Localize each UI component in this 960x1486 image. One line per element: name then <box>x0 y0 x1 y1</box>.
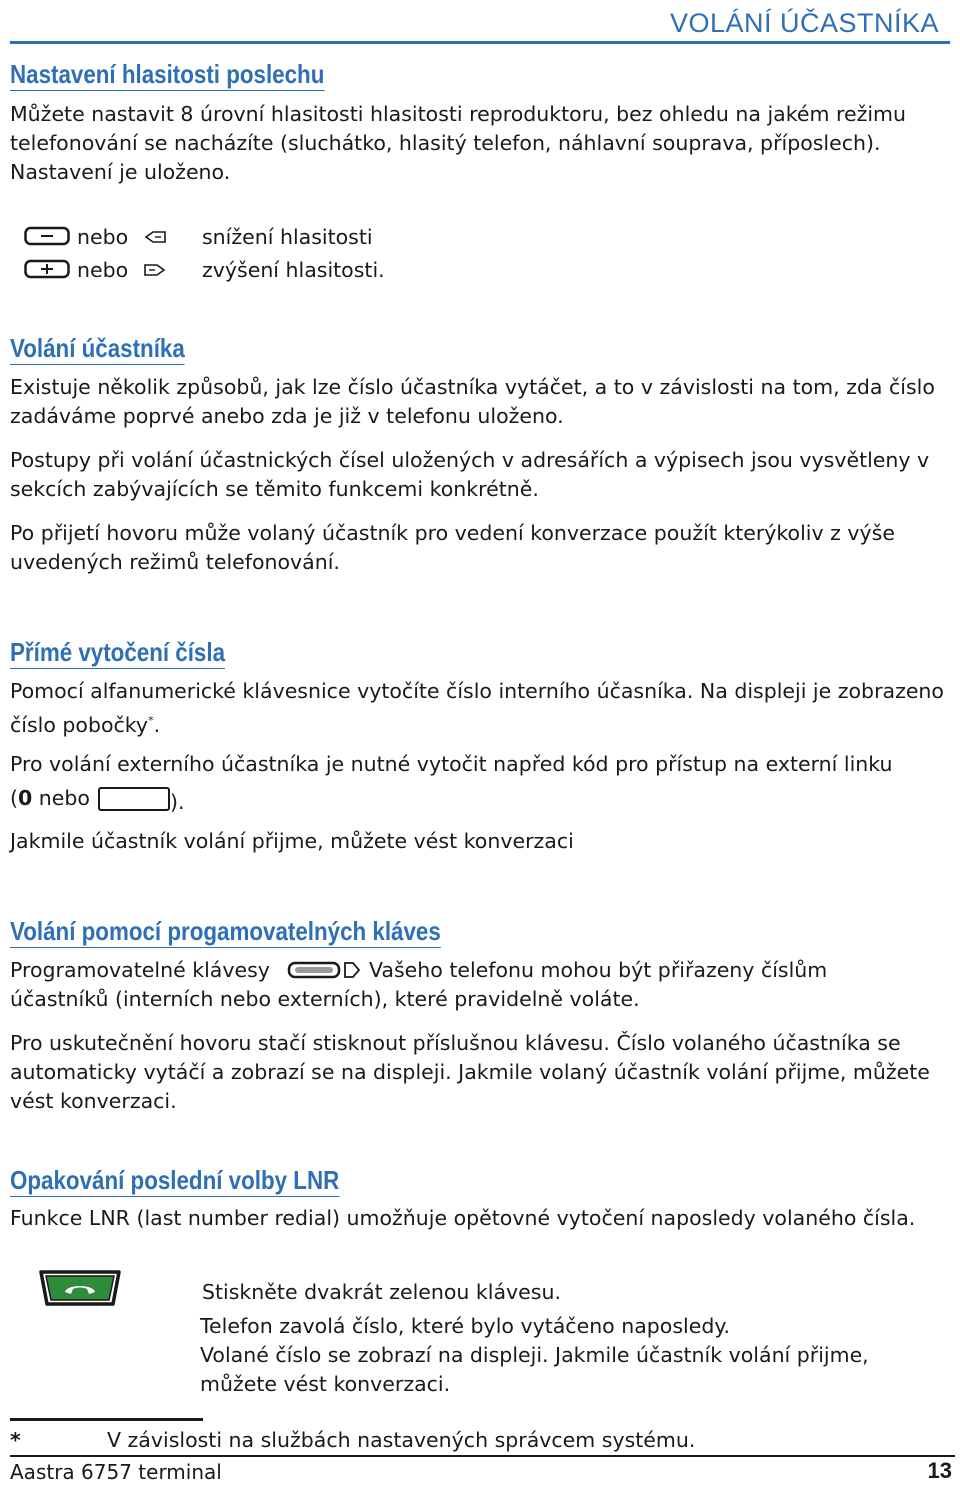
paragraph-direct-1-end: . <box>153 712 161 737</box>
paragraph-direct-2-line2 <box>10 784 184 813</box>
heading-lnr: Opakování poslední volby LNR <box>10 1165 340 1195</box>
footnote-text: V závislosti na službách nastavených správcem systému. <box>107 1428 696 1452</box>
paragraph-call-3: Po přijetí hovoru může volaný účastník pro vedení konverzace použít kterýkoliv z výše uvedených režimů telefonování. <box>10 521 895 574</box>
footer-rule <box>10 1455 955 1457</box>
arrow-left-icon <box>143 229 167 249</box>
page-number: 13 <box>927 1458 952 1483</box>
paren-close: ). <box>169 790 185 814</box>
minus-key-icon <box>24 226 70 250</box>
paragraph-volume: Můžete nastavit 8 úrovní hlasitosti hlasitosti reproduktoru, bez ohledu na jakém režimu telefonování se nacházíte (sluchátko, hlasitý telefon, náhlavní souprava, příposlech). Nastavení je uloženo. <box>10 102 906 184</box>
heading-prog: Volání pomocí progamovatelných kláves <box>10 916 441 946</box>
paragraph-prog-1-end: Vašeho telefonu mohou být přiřazeny číslům <box>369 958 828 982</box>
heading-direct: Přímé vytočení čísla <box>10 637 226 667</box>
zero-key-label: 0 <box>18 786 33 810</box>
plus-key-icon <box>24 259 70 283</box>
paragraph-direct-3: Jakmile účastník volání přijme, můžete vést konverzaci <box>10 829 574 853</box>
footnote-mark: * <box>10 1428 21 1452</box>
lnr-step-1: Stiskněte dvakrát zelenou klávesu. <box>202 1280 561 1304</box>
paragraph-prog-1-start: Programovatelné klávesy <box>10 958 270 982</box>
header-rule <box>10 41 950 44</box>
paren-open: ( <box>10 786 18 810</box>
arrow-right-icon <box>143 262 167 282</box>
footer-product-name: Aastra 6757 terminal <box>10 1460 222 1484</box>
volume-row-2-description: zvýšení hlasitosti. <box>202 258 385 282</box>
paragraph-direct-1-text: Pomocí alfanumerické klávesnice vytočíte číslo interního účasníka. Na displeji je zobrazeno číslo pobočky <box>10 679 944 737</box>
connector-or: nebo <box>32 786 90 810</box>
paragraph-prog-1-line2: účastníků (interních nebo externích), které pravidelně voláte. <box>10 987 640 1011</box>
paragraph-call-1: Existuje několik způsobů, jak lze číslo účastníka vytáčet, a to v závislosti na tom, zda číslo zadáváme poprvé anebo zda je již v telefonu uloženo. <box>10 375 935 428</box>
lnr-step-3b: můžete vést konverzaci. <box>200 1372 451 1396</box>
paragraph-direct-1 <box>10 677 955 740</box>
lnr-step-2: Telefon zavolá číslo, které bylo vytáčeno naposledy. <box>200 1314 731 1338</box>
footnote-reference: * <box>148 714 154 727</box>
paragraph-prog-2: Pro uskutečnění hovoru stačí stisknout příslušnou klávesu. Číslo volaného účastníka se automaticky vytáčí a zobrazí se na displeji. Jakmile volaný účastník volání přijme, můžete vést konverzaci. <box>10 1031 930 1113</box>
paragraph-lnr: Funkce LNR (last number redial) umožňuje opětovné vytočení naposledy volaného čísla. <box>10 1206 916 1230</box>
paragraph-direct-2: Pro volání externího účastníka je nutné vytočit napřed kód pro přístup na externí linku <box>10 752 893 776</box>
lnr-step-3a: Volané číslo se zobrazí na displeji. Jakmile účastník volání přijme, <box>200 1343 869 1367</box>
paragraph-call-2: Postupy při volání účastnických čísel uložených v adresářích a výpisech jsou vysvětleny v sekcích zabývajících se těmito funkcemi konkrétně. <box>10 448 930 501</box>
green-handset-key-icon <box>37 1268 123 1312</box>
volume-row-1-connector: nebo <box>77 225 129 249</box>
blank-key-icon <box>98 787 170 811</box>
heading-call: Volání účastníka <box>10 333 185 363</box>
heading-volume: Nastavení hlasitosti poslechu <box>10 59 325 89</box>
page-header-title: VOLÁNÍ ÚČASTNÍKA <box>670 8 940 38</box>
volume-row-2-connector: nebo <box>77 258 129 282</box>
programmable-key-icon <box>287 960 361 984</box>
volume-row-1-description: snížení hlasitosti <box>202 225 373 249</box>
footnote-rule <box>10 1418 203 1421</box>
